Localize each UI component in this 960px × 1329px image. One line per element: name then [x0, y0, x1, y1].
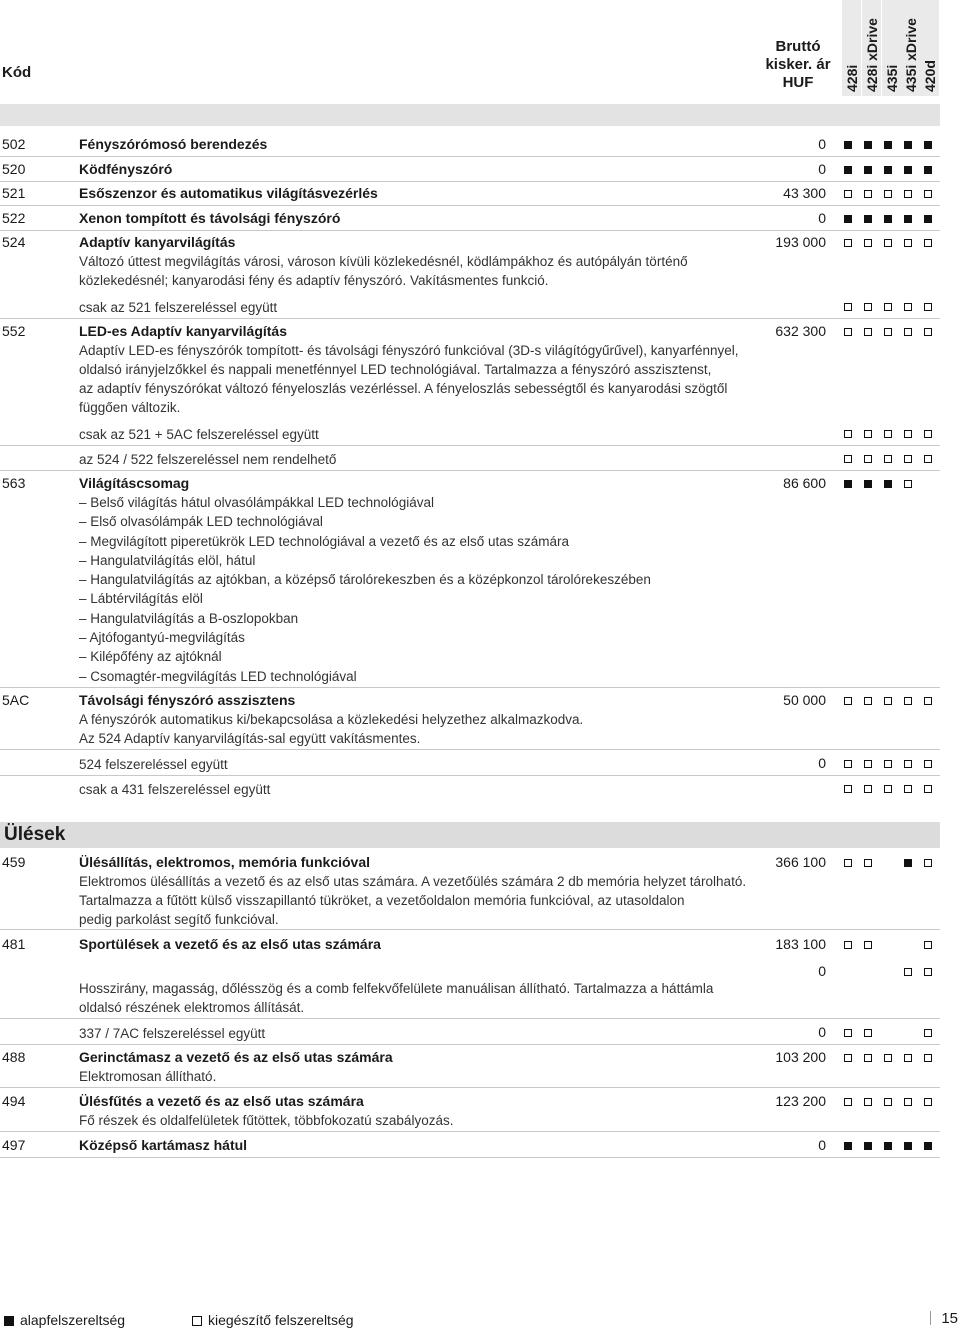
legend-standard: alapfelszereltség: [4, 1312, 125, 1328]
table-row: [0, 755, 940, 776]
standard-mark-icon: [904, 166, 912, 174]
option-code: 488: [2, 1049, 26, 1065]
page-number: 15: [930, 1310, 958, 1327]
table-row: [0, 780, 940, 800]
option-code: 481: [2, 936, 26, 952]
option-description: Hosszirány, magasság, dőlésszög és a comb felfekvőfelülete manuálisan állítható. Tartalmazza a háttámla oldalsó részének elektromos állítását.: [79, 981, 714, 1015]
optional-mark-icon: [844, 1054, 852, 1062]
option-title: Ködfényszóró: [79, 161, 173, 177]
option-note: csak a 431 felszereléssel együtt: [79, 782, 271, 797]
header-divider-bar: [0, 104, 940, 126]
option-code: 520: [2, 161, 26, 177]
standard-mark-icon: [924, 166, 932, 174]
option-description: Elektromos ülésállítás a vezető és az első utas számára. A vezetőülés számára 2 db memória helyzet tárolható. Tartalmazza a fűtött külső visszapillantó tükröket, a vezetőoldalon memória funkcióval, az utasoldalon pedig parkolást segítő funkcióval.: [79, 874, 747, 927]
optional-mark-icon: [844, 785, 852, 793]
filled-square-icon: [4, 1316, 14, 1326]
optional-mark-icon: [864, 190, 872, 198]
table-row: [0, 1137, 940, 1158]
option-code: 5AC: [2, 692, 30, 708]
table-row: [0, 234, 940, 290]
standard-mark-icon: [904, 215, 912, 223]
optional-mark-icon: [844, 859, 852, 867]
standard-mark-icon: [884, 480, 892, 488]
optional-mark-icon: [844, 328, 852, 336]
option-code: 563: [2, 475, 26, 491]
optional-mark-icon: [904, 328, 912, 336]
optional-mark-icon: [904, 760, 912, 768]
optional-mark-icon: [904, 455, 912, 463]
optional-mark-icon: [924, 190, 932, 198]
optional-mark-icon: [864, 697, 872, 705]
optional-mark-icon: [904, 785, 912, 793]
optional-mark-icon: [924, 430, 932, 438]
optional-mark-icon: [884, 455, 892, 463]
standard-mark-icon: [924, 1142, 932, 1150]
legend-optional: kiegészítő felszereltség: [192, 1312, 354, 1328]
optional-mark-icon: [884, 303, 892, 311]
table-row: [0, 323, 940, 418]
option-note: 524 felszereléssel együtt: [79, 757, 228, 772]
option-price: 193 000: [775, 234, 826, 250]
optional-mark-icon: [904, 239, 912, 247]
optional-mark-icon: [884, 760, 892, 768]
option-title: Világításcsomag: [79, 475, 190, 491]
option-title: Xenon tompított és távolsági fényszóró: [79, 210, 341, 226]
price-column-header: Bruttó kisker. ár HUF: [765, 38, 831, 91]
option-price: 86 600: [783, 475, 826, 491]
option-price: 0: [818, 1137, 826, 1153]
optional-mark-icon: [844, 455, 852, 463]
standard-mark-icon: [844, 480, 852, 488]
standard-mark-icon: [864, 215, 872, 223]
option-code: 552: [2, 323, 26, 339]
table-row: [0, 136, 940, 157]
option-note: csak az 521 + 5AC felszereléssel együtt: [79, 427, 319, 442]
optional-mark-icon: [844, 697, 852, 705]
optional-mark-icon: [884, 190, 892, 198]
standard-mark-icon: [844, 215, 852, 223]
optional-mark-icon: [904, 1098, 912, 1106]
option-code: 524: [2, 234, 26, 250]
option-price: 366 100: [775, 854, 826, 870]
optional-mark-icon: [924, 1098, 932, 1106]
code-column-header: Kód: [2, 64, 32, 81]
optional-mark-icon: [924, 859, 932, 867]
optional-mark-icon: [884, 697, 892, 705]
option-description: A fényszórók automatikus ki/bekapcsolása a közlekedési helyzethez alkalmazkodva. Az 524 Adaptív kanyarvilágítás-sal együtt vakításmentes.: [79, 712, 584, 746]
option-note: az 524 / 522 felszereléssel nem rendelhető: [79, 452, 337, 467]
option-description: Elektromosan állítható.: [79, 1069, 217, 1084]
standard-mark-icon: [884, 215, 892, 223]
optional-mark-icon: [884, 239, 892, 247]
option-price: 103 200: [775, 1049, 826, 1065]
option-code: 459: [2, 854, 26, 870]
option-code: 521: [2, 185, 26, 201]
optional-mark-icon: [864, 1054, 872, 1062]
optional-mark-icon: [924, 760, 932, 768]
optional-mark-icon: [924, 785, 932, 793]
standard-mark-icon: [864, 166, 872, 174]
option-note: 337 / 7AC felszereléssel együtt: [79, 1026, 266, 1041]
option-code: 497: [2, 1137, 26, 1153]
standard-mark-icon: [904, 859, 912, 867]
option-title: Távolsági fényszóró asszisztens: [79, 692, 296, 708]
optional-mark-icon: [844, 303, 852, 311]
table-row: [0, 936, 940, 1019]
option-description: Adaptív LED-es fényszórók tompított- és távolsági fényszóró funkcióval (3D-s világítógyűrűvel), kanyarfénnyel, oldalsó irányjelzőkkel és nappali menetfénnyel LED technológiával. Tartalmazza a fényszóró asszisztenst, az adaptív fényszórókat változó fényeloszlás vezérléssel. A fényeloszlás sebességtől és kanyarodási szögtől függően változik.: [79, 343, 739, 415]
model-header-435i: 435i: [882, 0, 901, 96]
option-price: 0: [818, 136, 826, 152]
standard-mark-icon: [844, 1142, 852, 1150]
option-price: 632 300: [775, 323, 826, 339]
option-code: 494: [2, 1093, 26, 1109]
optional-mark-icon: [904, 480, 912, 488]
optional-mark-icon: [844, 941, 852, 949]
option-price: 183 100: [775, 936, 826, 952]
option-description: Változó úttest megvilágítás városi, városon kívüli közlekedésnél, ködlámpákhoz és autópályán történő közlekedésnél; kanyarodási fény és adaptív fényszóró. Vakításmentes funkció.: [79, 254, 688, 288]
optional-mark-icon: [864, 785, 872, 793]
optional-mark-icon: [904, 1054, 912, 1062]
optional-mark-icon: [864, 941, 872, 949]
optional-mark-icon: [884, 328, 892, 336]
option-title: Adaptív kanyarvilágítás: [79, 234, 236, 250]
option-title: Sportülések a vezető és az első utas számára: [79, 936, 381, 952]
option-price: 0: [818, 210, 826, 226]
standard-mark-icon: [924, 141, 932, 149]
model-header-428i-xdrive: 428i xDrive: [862, 0, 881, 96]
model-column-headers: [842, 0, 940, 100]
optional-mark-icon: [864, 1029, 872, 1037]
optional-mark-icon: [864, 455, 872, 463]
option-price: 123 200: [775, 1093, 826, 1109]
optional-mark-icon: [924, 239, 932, 247]
option-description: Fő részek és oldalfelületek fűtöttek, többfokozatú szabályozás.: [79, 1113, 454, 1128]
option-title: Ülésfűtés a vezető és az első utas számára: [79, 1093, 364, 1109]
standard-mark-icon: [904, 141, 912, 149]
standard-mark-icon: [924, 215, 932, 223]
standard-mark-icon: [884, 141, 892, 149]
optional-mark-icon: [844, 239, 852, 247]
optional-mark-icon: [864, 760, 872, 768]
standard-mark-icon: [844, 141, 852, 149]
option-price: 50 000: [783, 692, 826, 708]
table-row: [0, 450, 940, 471]
standard-mark-icon: [844, 166, 852, 174]
table-row: [0, 854, 940, 930]
model-header-435i-xdrive: 435i xDrive: [901, 0, 920, 96]
optional-mark-icon: [864, 303, 872, 311]
table-header: [0, 0, 940, 105]
optional-mark-icon: [884, 1098, 892, 1106]
standard-mark-icon: [864, 141, 872, 149]
optional-mark-icon: [924, 1054, 932, 1062]
standard-mark-icon: [864, 480, 872, 488]
option-bullet-list: – Belső világítás hátul olvasólámpákkal LED technológiával – Első olvasólámpák LED technológiával – Megvilágított piperetükrök LED technológiával a vezető és az első utas számára – Hangulatvilágítás elöl, hátul – Hangulatvilágítás az ajtókban, a középső tárolórekeszben és a középkonzol tárolórekeszében – Lábtérvilágítás elöl – Hangulatvilágítás a B-oszlopokban – Ajtófogantyú-megvilágítás – Kilépőfény az ajtóknál – Csomagtér-megvilágítás LED technológiával: [79, 493, 651, 686]
standard-mark-icon: [884, 1142, 892, 1150]
optional-mark-icon: [924, 697, 932, 705]
table-row: [0, 692, 940, 750]
optional-mark-icon: [884, 785, 892, 793]
option-title: Középső kartámasz hátul: [79, 1137, 248, 1153]
optional-mark-icon: [844, 1029, 852, 1037]
table-row: [0, 475, 940, 688]
optional-mark-icon: [844, 430, 852, 438]
standard-mark-icon: [904, 1142, 912, 1150]
optional-mark-icon: [844, 1098, 852, 1106]
table-row: [0, 210, 940, 231]
optional-mark-icon: [904, 968, 912, 976]
optional-mark-icon: [924, 328, 932, 336]
option-title: LED-es Adaptív kanyarvilágítás: [79, 323, 288, 339]
optional-mark-icon: [844, 760, 852, 768]
table-row: [0, 185, 940, 206]
section-title: Ülések: [4, 824, 66, 845]
optional-mark-icon: [884, 430, 892, 438]
section-header: [0, 822, 940, 848]
option-title: Gerinctámasz a vezető és az első utas számára: [79, 1049, 393, 1065]
optional-mark-icon: [924, 968, 932, 976]
optional-mark-icon: [924, 455, 932, 463]
standard-mark-icon: [884, 166, 892, 174]
optional-mark-icon: [904, 697, 912, 705]
optional-mark-icon: [924, 303, 932, 311]
option-title: Esőszenzor és automatikus világításvezérlés: [79, 185, 378, 201]
optional-mark-icon: [904, 303, 912, 311]
optional-mark-icon: [864, 1098, 872, 1106]
option-price: 0: [818, 161, 826, 177]
optional-mark-icon: [904, 430, 912, 438]
optional-mark-icon: [924, 941, 932, 949]
option-code: 502: [2, 136, 26, 152]
optional-mark-icon: [864, 859, 872, 867]
optional-mark-icon: [844, 190, 852, 198]
table-row: [0, 425, 940, 446]
optional-mark-icon: [864, 328, 872, 336]
optional-mark-icon: [864, 239, 872, 247]
optional-mark-icon: [924, 1029, 932, 1037]
option-price: 0: [818, 755, 826, 771]
option-price: 43 300: [783, 185, 826, 201]
option-note: csak az 521 felszereléssel együtt: [79, 300, 278, 315]
model-header-428i: 428i: [842, 0, 861, 96]
option-title: Fényszórómosó berendezés: [79, 136, 268, 152]
table-row: [0, 1093, 940, 1132]
table-row: [0, 161, 940, 182]
table-row: [0, 1024, 940, 1045]
table-row: [0, 1049, 940, 1088]
option-price-alt: 0: [818, 963, 826, 979]
option-code: 522: [2, 210, 26, 226]
optional-mark-icon: [904, 190, 912, 198]
standard-mark-icon: [864, 1142, 872, 1150]
empty-square-icon: [192, 1316, 202, 1326]
model-header-420d: 420d: [920, 0, 939, 96]
optional-mark-icon: [864, 430, 872, 438]
option-title: Ülésállítás, elektromos, memória funkcióval: [79, 854, 371, 870]
option-price: 0: [818, 1024, 826, 1040]
table-row: [0, 298, 940, 319]
optional-mark-icon: [884, 1054, 892, 1062]
